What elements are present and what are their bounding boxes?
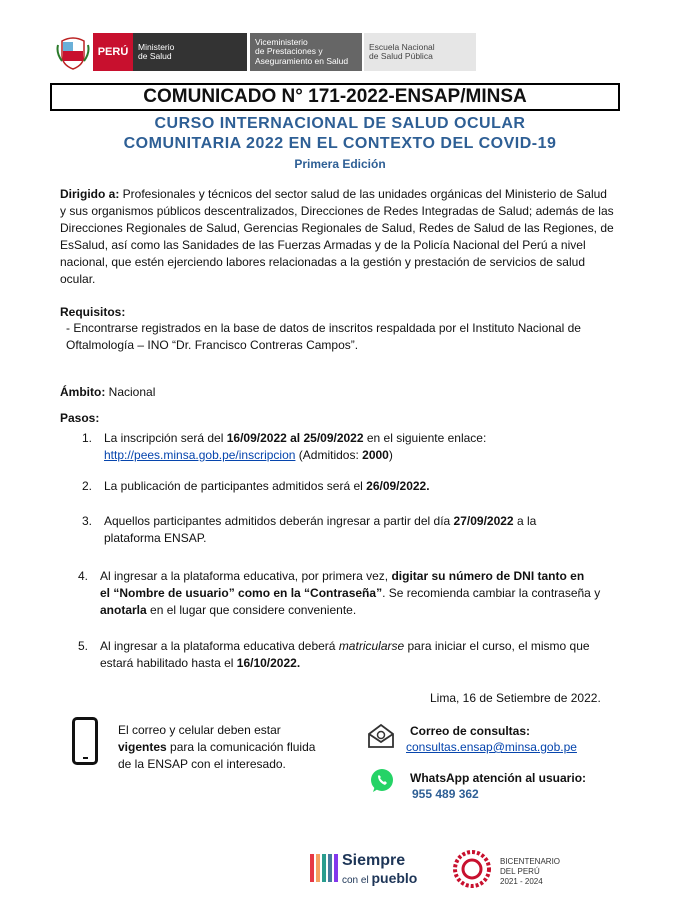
comunicado-title: COMUNICADO N° 171-2022-ENSAP/MINSA (50, 83, 620, 111)
dirigido-paragraph: Dirigido a: Profesionales y técnicos del sector salud de las unidades orgánicas del Ministerio de Salud y sus organismos públicos descentralizados, Direcciones de Redes Integradas de Salud; además de las Direcciones Regionales de Salud, Gerencias Regionales de Salud, Redes de Salud de las Regiones, de EsSalud, así como las Sanidades de las Fuerzas Armadas y de la Policía Nacional del Perú a nivel nacional, que estén ejerciendo labores relacionadas a la gestión y prestación de servicios de salud ocular. (60, 187, 614, 286)
pasos-label: Pasos: (60, 411, 100, 425)
header-viceministerio: Viceministerio de Prestaciones y Aseguramiento en Salud (250, 33, 362, 71)
email-link[interactable]: consultas.ensap@minsa.gob.pe (406, 740, 577, 754)
inscripcion-link[interactable]: http://pees.minsa.gob.pe/inscripcion (104, 448, 296, 462)
document-date: Lima, 16 de Setiembre de 2022. (430, 691, 601, 705)
peru-shield-icon (56, 33, 90, 71)
whatsapp-icon (369, 768, 395, 794)
header-escuela: Escuela Nacional de Salud Pública (364, 33, 476, 71)
step-5: 5. Al ingresar a la plataforma educativa deberá matricularse para iniciar el curso, el mismo que estará habilitado hasta el 16/10/2022. (78, 639, 590, 670)
step-2: 2. La publicación de participantes admitidos será el 26/09/2022. (82, 479, 430, 493)
contact-note: El correo y celular deben estar vigentes para la comunicación fluida de la ENSAP con el interesado. (118, 723, 316, 771)
course-title-line2: COMUNITARIA 2022 EN EL CONTEXTO DEL COVID-19 (123, 135, 557, 152)
whatsapp-label: WhatsApp atención al usuario: (410, 771, 587, 785)
edition-label: Primera Edición (294, 157, 386, 171)
step-1: 1. La inscripción será del 16/09/2022 al 25/09/2022 en el siguiente enlace: http://pees.minsa.gob.pe/inscripcion (Admitidos: 2000) (82, 431, 487, 462)
requisitos-item: - Encontrarse registrados en la base de datos de inscritos respaldada por el Instituto Nacional de Oftalmología – INO “Dr. Francisco Contreras Campos”. (66, 321, 581, 352)
step-3: 3. Aquellos participantes admitidos deberán ingresar a partir del día 27/09/2022 a la plataforma ENSAP. (82, 514, 537, 545)
phone-icon (72, 717, 98, 765)
peru-badge: PERÚ (93, 33, 133, 71)
bicentenario-logo: BICENTENARIO DEL PERÚ 2021 - 2024 (452, 845, 582, 893)
step-4: 4. Al ingresar a la plataforma educativa, por primera vez, digitar su número de DNI tanto en el “Nombre de usuario” como en la “Contraseña”. Se recomienda cambiar la contraseña y anotarla en el lugar que considere conveniente. (78, 569, 601, 617)
ambito: Ámbito: Nacional (60, 385, 156, 399)
requisitos-label: Requisitos: (60, 305, 126, 319)
mail-icon (367, 723, 395, 749)
whatsapp-number: 955 489 362 (412, 787, 479, 801)
course-title-line1: CURSO INTERNACIONAL DE SALUD OCULAR (154, 115, 526, 132)
email-label: Correo de consultas: (410, 724, 531, 738)
header-ministerio: Ministerio de Salud (133, 33, 247, 71)
siempre-con-el-pueblo-logo: Siempre con el pueblo (310, 848, 420, 888)
